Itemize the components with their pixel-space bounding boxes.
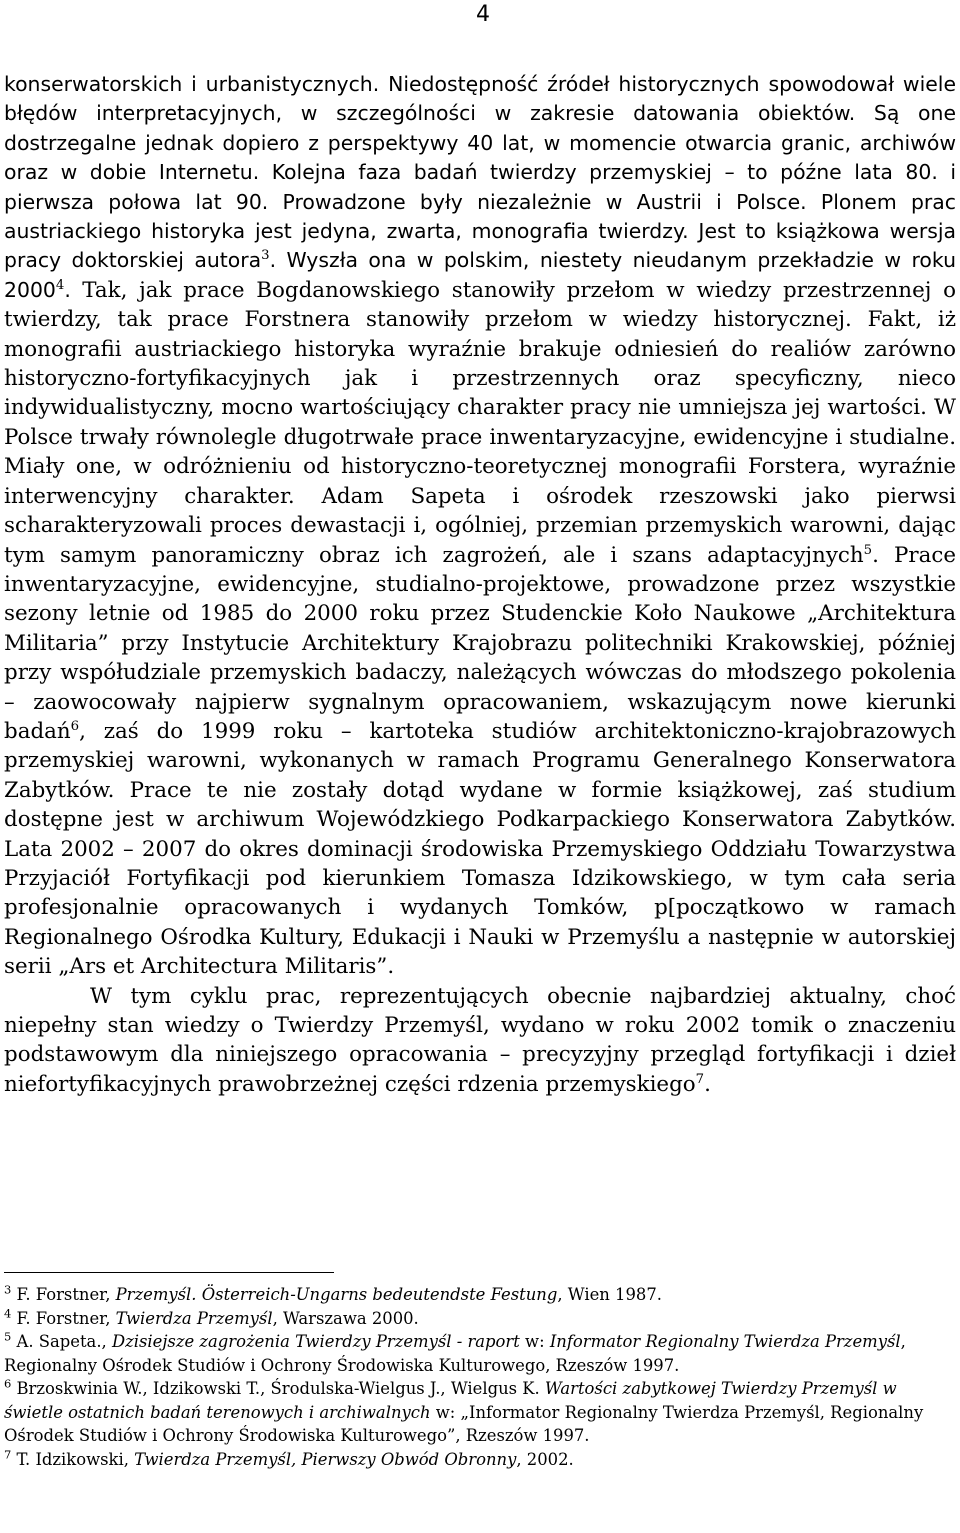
footnote-ref-5: 5 [863, 542, 873, 558]
footnote-title: Twierdza Przemyśl [115, 1308, 273, 1328]
footnote-title: Przemyśl. Österreich-Ungarns bedeutendste Festung [115, 1285, 558, 1304]
footnote-ref-3: 3 [261, 248, 270, 264]
footnote-number: 5 [4, 1329, 12, 1344]
footnote-number: 7 [4, 1447, 12, 1462]
footnote-3 [4, 1283, 956, 1307]
footnote-rest: , 2002. [516, 1449, 574, 1469]
paragraph-1-serif-part-3: , zaś do 1999 roku – kartoteka studiów architektoniczno-krajobrazowych przemyskiej warowni, wykonanych w ramach Programu Generalnego Konserwatora Zabytków. Prace te nie zostały dotąd wydane w formie książkowej, zaś studium dostępne jest w archiwum Wojewódzkiego Podkarpackiego Konserwatora Zabytków. Lata 2002 – 2007 do okres dominacji środowiska Przemyskiego Oddziału Towarzystwa Przyjaciół Fortyfikacji pod kierunkiem Tomasza Idzikowskiego, w tym cała seria profesjonalnie opracowanych i wydanych Tomków, p[początkowo w ramach Regionalnego Ośrodka Kultury, Edukacji i Nauki w Przemyślu a następnie w autorskiej serii „Ars et Architectura Militaris”. [4, 718, 956, 980]
footnote-ref-6: 6 [70, 718, 80, 734]
footnote-7 [4, 1448, 956, 1472]
paragraph-1-sans-part-2: . Wyszła ona w polskim, niestety nieudanym przekładzie w roku 2000 [4, 248, 957, 302]
paragraph-2 [4, 982, 956, 1100]
paragraph-2-text: W tym cyklu prac, reprezentujących obecnie najbardziej aktualny, choć niepełny stan wiedzy o Twierdzy Przemyśl, wydano w roku 2002 tomik o znaczeniu podstawowym dla niniejszego opracowania – precyzyjny przegląd fortyfikacji i dzieł niefortyfikacyjnych prawobrzeżnej części rdzenia przemyskiego [4, 983, 956, 1097]
footnote-author: Brzoskwinia W., Idzikowski T., Środulska-Wielgus J., Wielgus K. [11, 1379, 545, 1398]
footnote-separator [4, 1272, 334, 1273]
footnote-ref-7: 7 [695, 1071, 705, 1087]
footnotes [4, 1283, 956, 1471]
paragraph-2-end: . [704, 1071, 711, 1097]
footnote-number: 3 [4, 1282, 12, 1297]
page-number: 4 [476, 2, 490, 27]
footnote-6 [4, 1377, 956, 1448]
footnote-author: F. Forstner, [11, 1308, 116, 1328]
footnote-ref-4: 4 [55, 277, 65, 293]
paragraph-1-serif-part-2: . Prace inwentaryzacyjne, ewidencyjne, studialno-projektowe, prowadzone przez wszystkie sezony letnie od 1985 do 2000 roku przez Studenckie Koło Naukowe „Architektura Militaria” przy Instytucie Architektury Krajobrazu politechniki Krakowskiej, później przy współudziale przemyskich badaczy, należących wówczas do młodszego pokolenia – zaowocowały najpierw sygnalnym opracowaniem, wskazującym nowe kierunki badań [4, 542, 957, 744]
paragraph-1-sans-part: konserwatorskich i urbanistycznych. Niedostępność źródeł historycznych spowodował wiele błędów interpretacyjnych, w szczególności w zakresie datowania obiektów. Są one dostrzegalne jednak dopiero z perspektywy 40 lat, w momencie otwarcia granic, archiwów oraz w dobie Internetu. Kolejna faza badań twierdzy przemyskiej – to późne lata 80. i pierwsza połowa lat 90. Prowadzone były niezależnie w Austrii i Polsce. Plonem prac austriackiego historyka jest jedyna, zwarta, monografia twierdzy. Jest to książkowa wersja pracy doktorskiej autora [4, 72, 956, 273]
footnote-rest: w: „Informator Regionalny Twierdza Przemyśl, Regionalny Ośrodek Studiów i Ochrony Środowiska Kulturowego”, Rzeszów 1997. [4, 1402, 924, 1445]
paragraph-1 [4, 70, 956, 982]
paragraph-1-serif-part: Tak, jak prace Bogdanowskiego stanowiły przełom w wiedzy przestrzennej o twierdzy, tak prace Forstnera stanowiły przełom w wiedzy historycznej. Fakt, iż monografii austriackiego historyka wyraźnie brakuje odniesień do realiów zarówno historyczno-fortyfikacyjnych jak i przestrzennych oraz specyficzny, nieco indywidualistyczny, mocno wartościujący charakter pracy nie umniejsza jej wartości. W Polsce trwały równolegle długotrwałe prace inwentaryzacyjne, ewidencyjne i studialne. Miały one, w odróżnieniu od historyczno-teoretycznej monografii Forstera, wyraźnie interwencyjny charakter. Adam Sapeta i ośrodek rzeszowski jako pierwsi scharakteryzowali proces dewastacji i, ogólniej, przemian przemyskich warowni, dając tym samym panoramiczny obraz ich zagrożeń, ale i szans adaptacyjnych [4, 277, 957, 568]
footnote-author: A. Sapeta., [11, 1332, 112, 1351]
footnote-rest: , Warszawa 2000. [272, 1308, 419, 1328]
footnote-5 [4, 1330, 956, 1377]
footnote-author: F. Forstner, [11, 1285, 116, 1304]
footnote-number: 4 [4, 1306, 12, 1321]
footnote-rest: , Regionalny Ośrodek Studiów i Ochrony Środowiska Kulturowego, Rzeszów 1997. [4, 1332, 906, 1375]
paragraph-1-sans-part-3: . [64, 277, 83, 302]
footnote-rest: , Wien 1987. [557, 1285, 662, 1304]
footnote-title-2: Informator Regionalny Twierdza Przemyśl [549, 1332, 901, 1351]
main-text [4, 70, 956, 1099]
footnote-number: 6 [4, 1376, 12, 1391]
footnote-4 [4, 1307, 956, 1331]
footnote-title: Dzisiejsze zagrożenia Twierdzy Przemyśl - raport [111, 1332, 520, 1351]
footnote-title: Wartości zabytkowej Twierdzy Przemyśl w świetle ostatnich badań terenowych i archiwalnych [4, 1379, 897, 1422]
footnote-author: T. Idzikowski, [11, 1449, 135, 1469]
footnote-title: Twierdza Przemyśl, Pierwszy Obwód Obronny [134, 1449, 517, 1469]
footnote-mid: w: [519, 1332, 550, 1351]
